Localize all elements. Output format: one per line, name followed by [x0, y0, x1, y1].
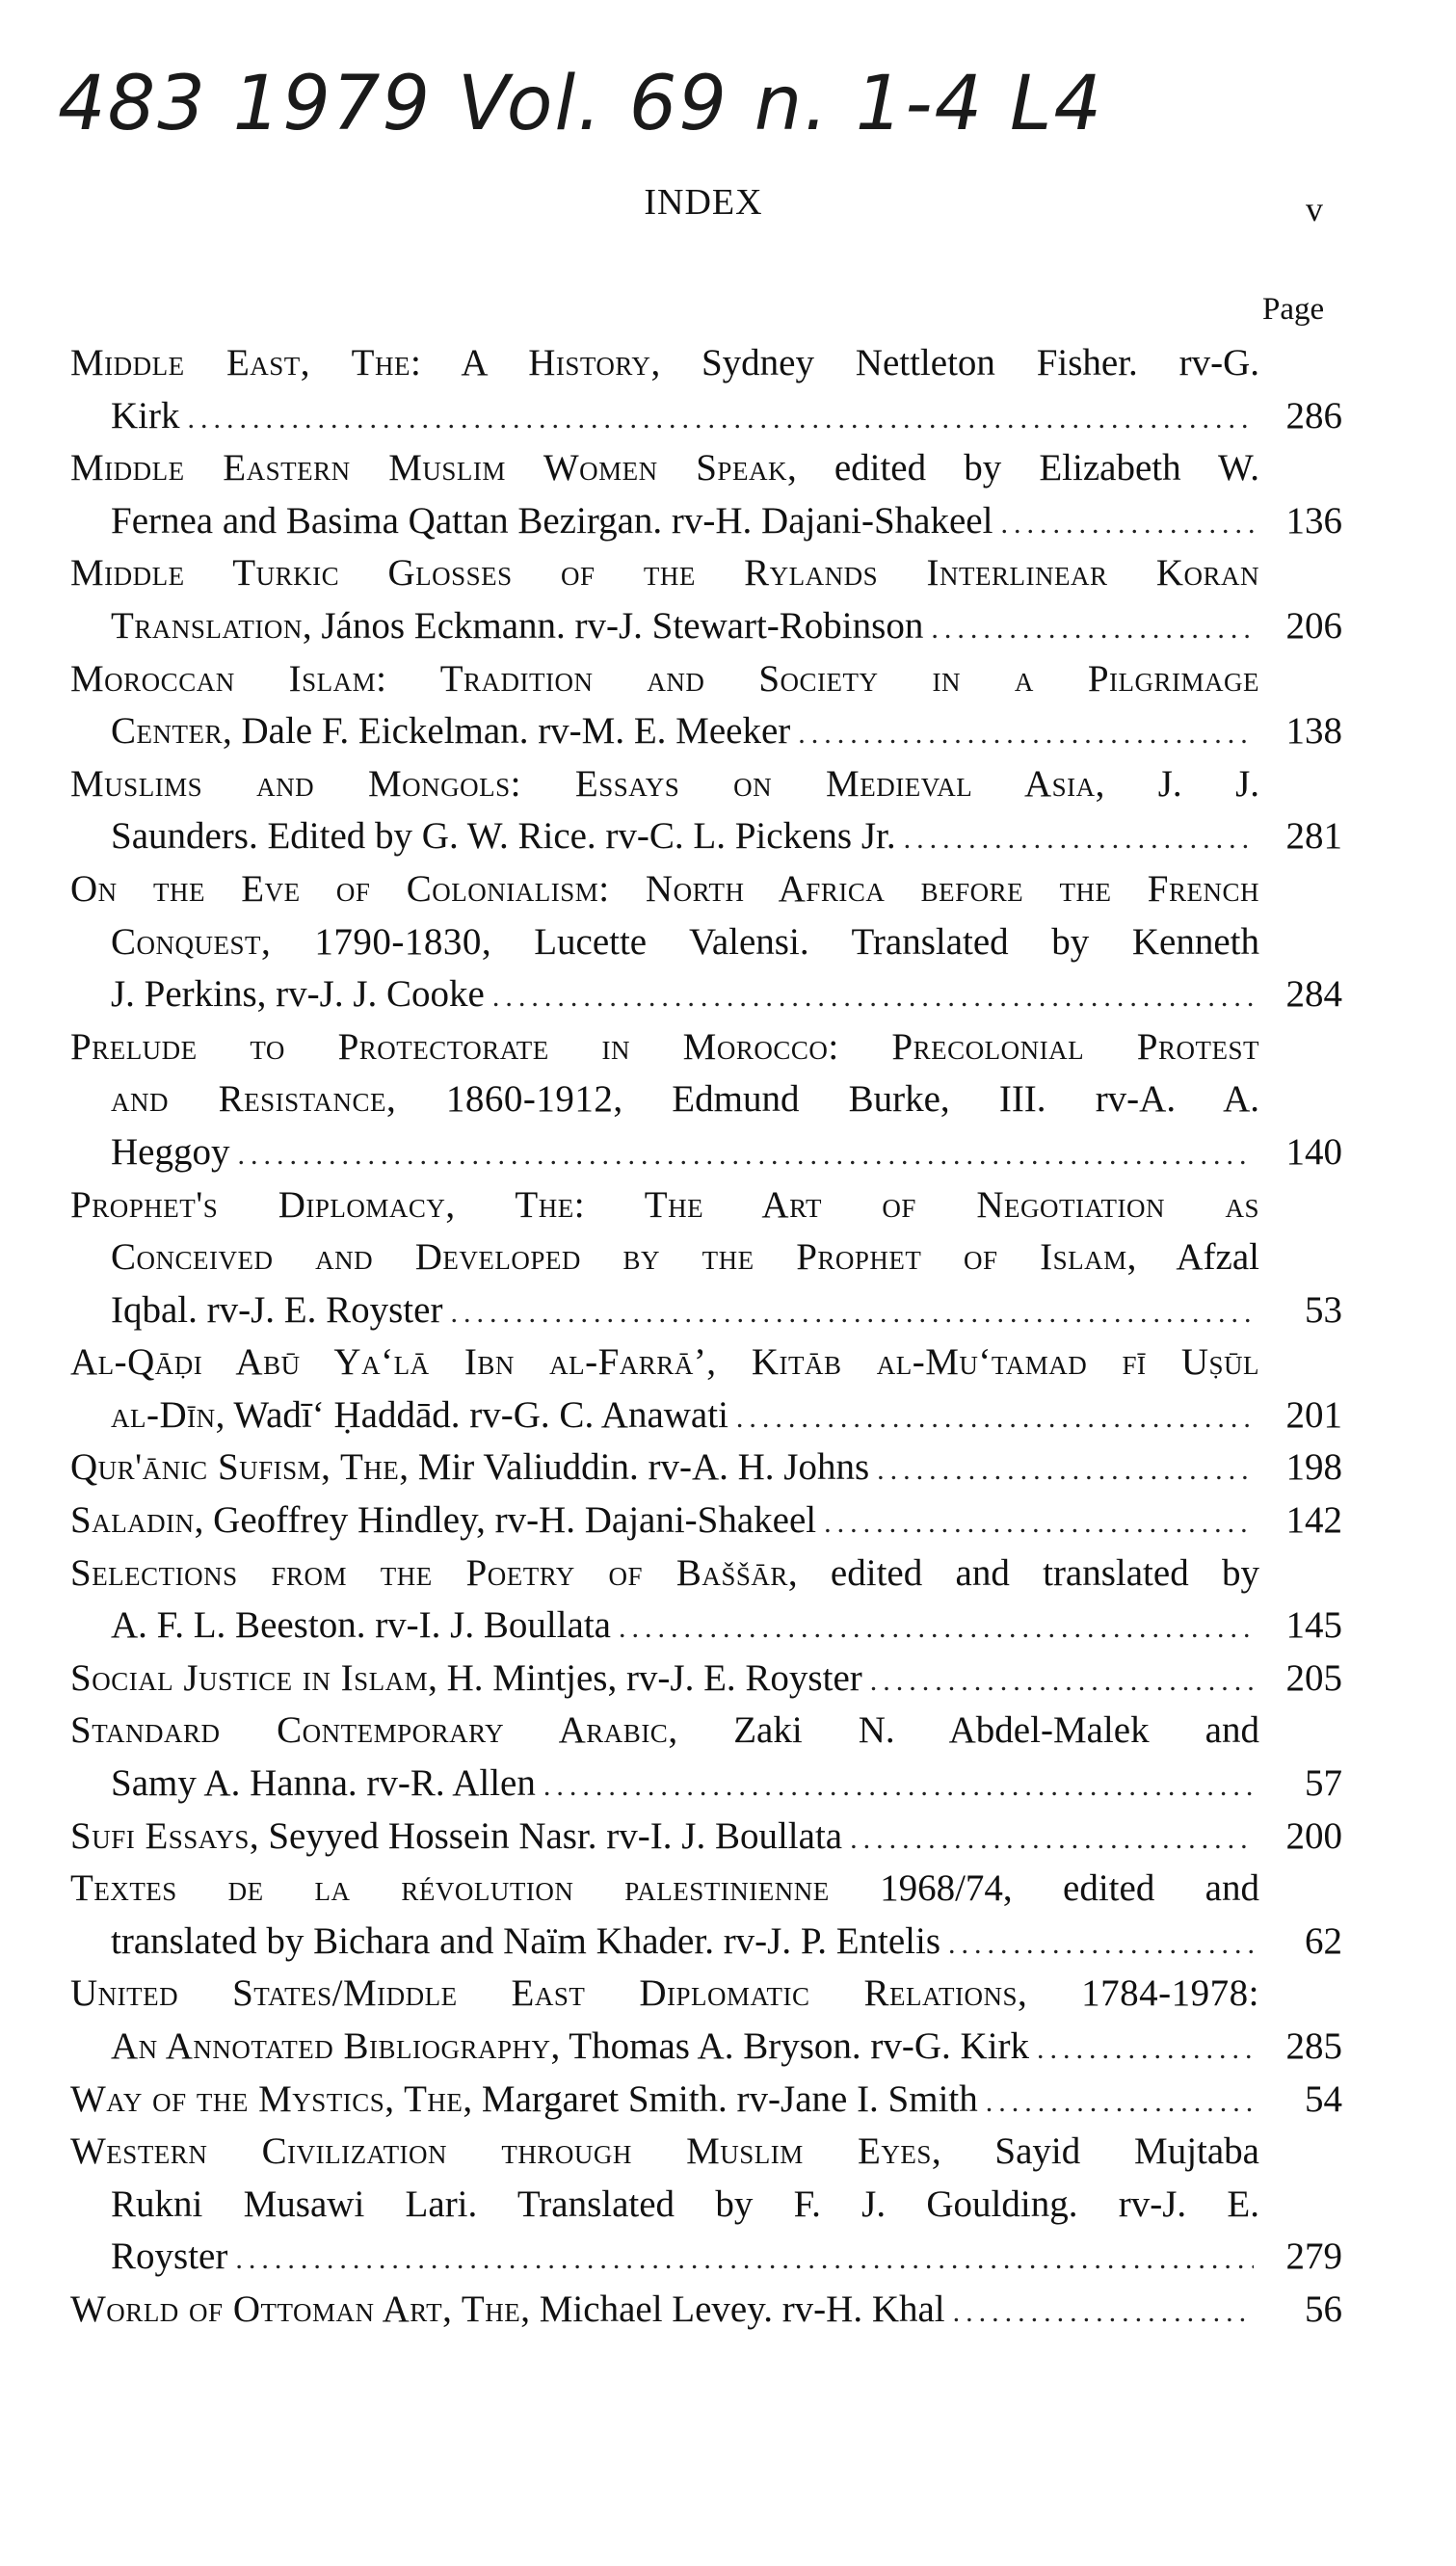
- index-entry-line: [70, 1336, 1342, 1389]
- entry-text: [70, 547, 1259, 600]
- entry-text: [70, 2126, 1259, 2179]
- entry-title: Social Justice in Islam: [70, 1656, 429, 1699]
- entry-details: , Sayid Mujtaba: [931, 2130, 1259, 2173]
- entry-text: [70, 1442, 869, 1495]
- entry-title: United States/Middle East Diplomatic Relations, 1784-1978:: [70, 1972, 1259, 2015]
- entry-title: Way of the Mystics, The: [70, 2077, 463, 2120]
- entry-details: Samy A. Hanna. rv-R. Allen: [111, 1762, 536, 1805]
- dot-leader: [1037, 2024, 1254, 2074]
- entry-details: , Lucette Valensi. Translated by Kenneth: [481, 920, 1259, 963]
- entry-text: [70, 442, 1259, 495]
- entry-text: [70, 1495, 816, 1548]
- index-entry-line: [70, 2021, 1342, 2074]
- dot-leader: [877, 1444, 1254, 1495]
- page-column-label: Page: [1262, 292, 1325, 327]
- entry-text: [111, 2231, 227, 2284]
- entry-details: , Seyyed Hossein Nasr. rv-I. J. Boullata: [249, 1814, 843, 1857]
- handwritten-note: 483 1979 Vol. 69 n. 1-4 L4: [58, 61, 1104, 147]
- entry-title: Middle East, The: A History: [70, 342, 651, 384]
- entry-details: , J. J.: [1095, 762, 1259, 805]
- entry-text: [70, 1548, 1259, 1600]
- entry-title: Middle Eastern Muslim Women Speak: [70, 447, 787, 489]
- entry-title: Al-Qāḍi Abū Ya‘lā Ibn al-Farrā’, Kitāb al-Mu‘tamad fī Uṣūl: [70, 1341, 1259, 1384]
- entry-page-number: 142: [1285, 1499, 1342, 1542]
- entry-details: Saunders. Edited by G. W. Rice. rv-C. L. Pickens Jr.: [111, 815, 896, 858]
- dot-leader: [188, 393, 1255, 443]
- index-entry-line: [70, 337, 1342, 390]
- index-entry-line: [70, 1863, 1342, 1916]
- entry-details: Kirk: [111, 394, 180, 436]
- entry-title: al-Dīn: [111, 1393, 216, 1436]
- entry-title: On the Eve of Colonialism: North Africa before the French: [70, 867, 1259, 910]
- entry-title: World of Ottoman Art, The: [70, 2288, 521, 2330]
- index-entry: [70, 2284, 1342, 2337]
- entry-page-number: 205: [1285, 1656, 1342, 1699]
- entry-text: [111, 1284, 442, 1337]
- entry-text: [70, 1021, 1259, 1074]
- entry-text: [111, 1758, 536, 1811]
- dot-leader: [931, 603, 1254, 653]
- entry-text: [70, 1811, 842, 1864]
- page-numeral: v: [1306, 190, 1323, 228]
- entry-details: , edited by Elizabeth W.: [786, 447, 1260, 489]
- entry-text: [111, 2179, 1259, 2232]
- entry-text: [111, 968, 485, 1021]
- entry-text: [70, 2284, 945, 2337]
- index-entry-line: [70, 653, 1342, 706]
- entry-details: , Geoffrey Hindley, rv-H. Dajani-Shakeel: [194, 1499, 817, 1542]
- index-entry-line: [70, 2126, 1342, 2179]
- index-entry-line: [70, 2231, 1342, 2284]
- entry-page-number: 200: [1285, 1814, 1342, 1857]
- dot-leader: [450, 1287, 1254, 1337]
- entry-text: [70, 758, 1259, 811]
- index-entry-line: [70, 863, 1342, 916]
- entry-details: 1968/74, edited and: [829, 1867, 1259, 1910]
- entry-page-number: 140: [1285, 1130, 1342, 1173]
- entry-details: Royster: [111, 2235, 228, 2278]
- index-entry: [70, 1336, 1342, 1442]
- index-entry: [70, 2074, 1342, 2127]
- entry-title: Middle Turkic Glosses of the Rylands Interlinear Koran: [70, 552, 1259, 595]
- index-entry-line: [70, 916, 1342, 969]
- entry-details: , Dale F. Eickelman. rv-M. E. Meeker: [223, 710, 791, 753]
- index-entries: [70, 337, 1342, 2337]
- dot-leader: [736, 1392, 1254, 1442]
- entry-text: [111, 1073, 1259, 1126]
- entry-details: , edited and translated by: [787, 1551, 1259, 1594]
- dot-leader: [235, 2234, 1254, 2284]
- dot-leader: [824, 1497, 1254, 1548]
- entry-page-number: 281: [1285, 815, 1342, 858]
- index-entry-line: [70, 1126, 1342, 1179]
- entry-page-number: 56: [1305, 2288, 1342, 2330]
- dot-leader: [543, 1760, 1254, 1811]
- entry-details: , Thomas A. Bryson. rv-G. Kirk: [550, 2025, 1030, 2067]
- index-entry-line: [70, 810, 1342, 863]
- entry-title: Translation: [111, 604, 303, 647]
- index-entry-line: [70, 1705, 1342, 1758]
- entry-title: Sufi Essays: [70, 1814, 250, 1857]
- entry-details: , Sydney Nettleton Fisher. rv-G.: [650, 342, 1259, 384]
- dot-leader: [237, 1129, 1254, 1179]
- entry-details: , Edmund Burke, III. rv-A. A.: [613, 1078, 1259, 1121]
- dot-leader: [798, 708, 1254, 758]
- index-entry-line: [70, 2179, 1342, 2232]
- entry-details: translated by Bichara and Naïm Khader. rv-J. P. Entelis: [111, 1919, 941, 1962]
- entry-text: [70, 1705, 1259, 1758]
- entry-details: , János Eckmann. rv-J. Stewart-Robinson: [302, 604, 924, 647]
- index-entry: [70, 1179, 1342, 1337]
- dot-leader: [850, 1813, 1254, 1864]
- entry-title: Moroccan Islam: Tradition and Society in a Pilgrimage: [70, 657, 1259, 700]
- entry-page-number: 198: [1285, 1446, 1342, 1489]
- page-title: INDEX: [644, 182, 763, 223]
- entry-text: [111, 1600, 611, 1653]
- entry-page-number: 284: [1285, 973, 1342, 1016]
- index-entry-line: [70, 1389, 1342, 1442]
- dot-leader: [619, 1602, 1254, 1653]
- dot-leader: [904, 813, 1254, 863]
- entry-details: , Wadī‘ Ḥaddād. rv-G. C. Anawati: [215, 1393, 728, 1436]
- index-entry: [70, 2126, 1342, 2284]
- index-entry-line: [70, 1495, 1342, 1548]
- index-entry-line: [70, 1600, 1342, 1653]
- dot-leader: [953, 2287, 1254, 2337]
- entry-text: [70, 1863, 1259, 1916]
- index-entry: [70, 1705, 1342, 1810]
- index-entry-line: [70, 705, 1342, 758]
- dot-leader: [492, 971, 1254, 1021]
- entry-text: [70, 863, 1259, 916]
- entry-title: Western Civilization through Muslim Eyes: [70, 2130, 932, 2173]
- index-entry: [70, 1653, 1342, 1706]
- entry-text: [111, 1126, 229, 1179]
- index-entry-line: [70, 1442, 1342, 1495]
- index-entry-line: [70, 1758, 1342, 1811]
- index-entry-line: [70, 1179, 1342, 1232]
- entry-details: Fernea and Basima Qattan Bezirgan. rv-H. Dajani-Shakeel: [111, 499, 993, 542]
- entry-title: Conquest, 1790-1830: [111, 920, 482, 963]
- index-entry: [70, 1442, 1342, 1495]
- entry-page-number: 62: [1305, 1919, 1342, 1962]
- entry-title: Standard Contemporary Arabic: [70, 1709, 669, 1752]
- entry-title: An Annotated Bibliography: [111, 2025, 551, 2067]
- index-entry: [70, 337, 1342, 442]
- entry-text: [111, 600, 923, 653]
- index-entry-line: [70, 1231, 1342, 1284]
- entry-title: Center: [111, 710, 223, 753]
- index-entry-line: [70, 758, 1342, 811]
- entry-details: Iqbal. rv-J. E. Royster: [111, 1288, 443, 1331]
- entry-title: Saladin: [70, 1499, 195, 1542]
- entry-title: Muslims and Mongols: Essays on Medieval Asia: [70, 762, 1096, 805]
- index-entry: [70, 1548, 1342, 1653]
- entry-details: , Margaret Smith. rv-Jane I. Smith: [463, 2077, 978, 2120]
- entry-page-number: 145: [1285, 1604, 1342, 1647]
- index-entry-line: [70, 390, 1342, 443]
- entry-page-number: 286: [1285, 394, 1342, 436]
- entry-page-number: 54: [1305, 2077, 1342, 2120]
- dot-leader: [1000, 498, 1254, 548]
- entry-title: Prelude to Protectorate in Morocco: Precolonial Protest: [70, 1025, 1259, 1068]
- index-entry-line: [70, 1968, 1342, 2021]
- entry-text: [111, 705, 790, 758]
- index-entry-line: [70, 2074, 1342, 2127]
- entry-title: and Resistance, 1860-1912: [111, 1078, 614, 1121]
- entry-page-number: 136: [1285, 499, 1342, 542]
- index-entry: [70, 1495, 1342, 1548]
- index-entry-line: [70, 2284, 1342, 2337]
- entry-details: A. F. L. Beeston. rv-I. J. Boullata: [111, 1604, 611, 1647]
- entry-title: Qur'ānic Sufism, The: [70, 1446, 400, 1489]
- entry-page-number: 53: [1305, 1288, 1342, 1331]
- index-entry-line: [70, 1021, 1342, 1074]
- entry-title: Prophet's Diplomacy, The: The Art of Negotiation as: [70, 1183, 1259, 1226]
- index-entry-line: [70, 1916, 1342, 1969]
- entry-page-number: 206: [1285, 604, 1342, 647]
- entry-details: , H. Mintjes, rv-J. E. Royster: [428, 1656, 862, 1699]
- dot-leader: [948, 1918, 1254, 1969]
- index-entry-line: [70, 600, 1342, 653]
- index-entry-line: [70, 1073, 1342, 1126]
- entry-details: Heggoy: [111, 1130, 230, 1173]
- index-entry: [70, 442, 1342, 547]
- index-entry-line: [70, 1548, 1342, 1600]
- entry-details: , Afzal: [1126, 1236, 1259, 1279]
- entry-page-number: 279: [1285, 2235, 1342, 2278]
- index-entry-line: [70, 495, 1342, 548]
- entry-text: [111, 810, 896, 863]
- entry-text: [111, 2021, 1029, 2074]
- entry-title: Conceived and Developed by the Prophet of Islam: [111, 1236, 1127, 1279]
- entry-page-number: 285: [1285, 2025, 1342, 2067]
- index-entry: [70, 1863, 1342, 1968]
- entry-details: , Mir Valiuddin. rv-A. H. Johns: [399, 1446, 870, 1489]
- index-entry-line: [70, 442, 1342, 495]
- entry-text: [70, 337, 1259, 390]
- entry-details: Rukni Musawi Lari. Translated by F. J. Goulding. rv-J. E.: [111, 2182, 1259, 2225]
- index-entry: [70, 863, 1342, 1021]
- index-entry: [70, 1021, 1342, 1179]
- index-entry-line: [70, 1811, 1342, 1864]
- entry-text: [111, 916, 1259, 969]
- entry-text: [111, 495, 993, 548]
- entry-text: [111, 1389, 728, 1442]
- entry-details: , Zaki N. Abdel-Malek and: [668, 1709, 1259, 1752]
- index-entry: [70, 758, 1342, 863]
- entry-page-number: 201: [1285, 1393, 1342, 1436]
- entry-page-number: 138: [1285, 710, 1342, 753]
- entry-text: [111, 1231, 1259, 1284]
- entry-text: [70, 653, 1259, 706]
- entry-details: , Michael Levey. rv-H. Khal: [520, 2288, 945, 2330]
- entry-details: J. Perkins, rv-J. J. Cooke: [111, 973, 485, 1016]
- entry-title: Selections from the Poetry of Baššār: [70, 1551, 788, 1594]
- index-entry: [70, 653, 1342, 758]
- dot-leader: [870, 1655, 1254, 1706]
- entry-text: [70, 1336, 1259, 1389]
- entry-text: [70, 2074, 978, 2127]
- entry-text: [111, 390, 180, 443]
- entry-text: [70, 1968, 1259, 2021]
- dot-leader: [986, 2077, 1254, 2127]
- entry-page-number: 57: [1305, 1762, 1342, 1805]
- entry-title: Textes de la révolution palestinienne: [70, 1867, 830, 1910]
- entry-text: [70, 1653, 862, 1706]
- entry-text: [111, 1916, 940, 1969]
- entry-text: [70, 1179, 1259, 1232]
- index-entry: [70, 547, 1342, 652]
- index-entry: [70, 1968, 1342, 2073]
- index-entry-line: [70, 1653, 1342, 1706]
- index-entry-line: [70, 968, 1342, 1021]
- index-entry: [70, 1811, 1342, 1864]
- index-entry-line: [70, 547, 1342, 600]
- index-entry-line: [70, 1284, 1342, 1337]
